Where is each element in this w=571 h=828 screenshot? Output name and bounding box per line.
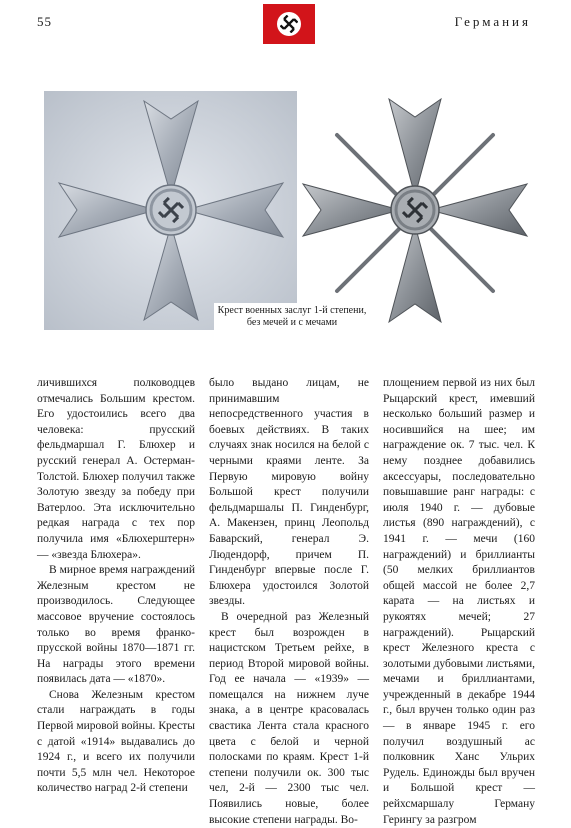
paragraph: Снова Железным крестом стали награждать в годы Первой мировой войны. Кресты с датой «1914» выдавались до 1924 г., и всего их получили почти 5,5 млн чел. Некоторое количество наград 2-й степени xyxy=(37,688,195,795)
paragraph: В мирное время награждений Железным крестом не производилось. Следующее массовое вручение состоялось только во время франко-прусской войны 1870—1871 гг. На награды этого времени появилась дата — «1870». xyxy=(37,564,195,686)
cross-photo-without-swords xyxy=(44,91,298,330)
text-column-3 xyxy=(383,376,535,828)
swastika-flag-icon xyxy=(263,4,315,44)
paragraph: В очередной раз Железный крест был возрожден в нацистском Третьем рейхе, в период Второй мировой войны. Год ее начала — «1939» — помещался на нижнем луче знака, а в центре красовалась свастика Лента стала красного цвета с белой и черной полосками по краям. Крест 1-й степени получили ок. 300 тыс чел, 2-й — 2300 тыс чел. Появились новые, более высокие степени награды. Во- xyxy=(209,610,369,826)
paragraph: площением первой из них был Рыцарский крест, имевший несколько больший размер и носившийся на шее; им награждение ок. 7 тыс. чел. К нему позднее добавились аксессуары, последовательно повышавшие ранг награды: с июля 1940 г. — дубовые листья (890 награждений), с 1941 г. — мечи (160 награждений) и бриллианты (50 мелких бриллиантов общей массой не более 2,7 карата — на листьях и рукоятях мечей; 27 награждений). Рыцарский крест Железного креста с золотыми дубовыми листьями, мечами и бриллиантами, учрежденный в декабре 1944 г., был вручен только один раз — в январе 1945 г. его получил воздушный ас полковник Ханс Ульрих Рудель. Единожды был вручен и Большой крест — рейхсмаршалу Герману Герингу за разгром xyxy=(383,377,535,826)
paragraph: было выдано лицам, не принимавшим непосредственного участия в боевых действиях. В таких случаях знак носился на белой с черными краями ленте. За Первую мировую войну Большой крест получили фельдмаршалы П. Гинденбург, А. Макензен, принц Леопольд Баварский, генерал Э. Людендорф, причем П. Гинденбург впервые после Г. Блюхера удостоился Золотой звезды. xyxy=(209,377,369,608)
section-title: Германия xyxy=(454,14,531,29)
paragraph: личившихся полководцев отмечались Большим крестом. Его удостоились всего два человека: прусский фельдмаршал Г. Блюхер и русский генерал А. Остерман-Толстой. Блюхер получил также Золотую звезду за победу при Ватерлоо. Эта исключительно редкая награда с тех пор получила имя «Блюхерштерн» — «звезда Блюхера». xyxy=(37,377,195,561)
figure-caption xyxy=(214,303,370,331)
text-column-1 xyxy=(37,376,195,797)
cross-photo-with-swords xyxy=(297,91,533,330)
text-column-2 xyxy=(209,376,369,828)
caption-line-1: Крест военных заслуг 1-й степени, xyxy=(217,305,367,316)
page-number: 55 xyxy=(37,14,52,29)
caption-line-2: без мечей и с мечами xyxy=(246,317,338,328)
